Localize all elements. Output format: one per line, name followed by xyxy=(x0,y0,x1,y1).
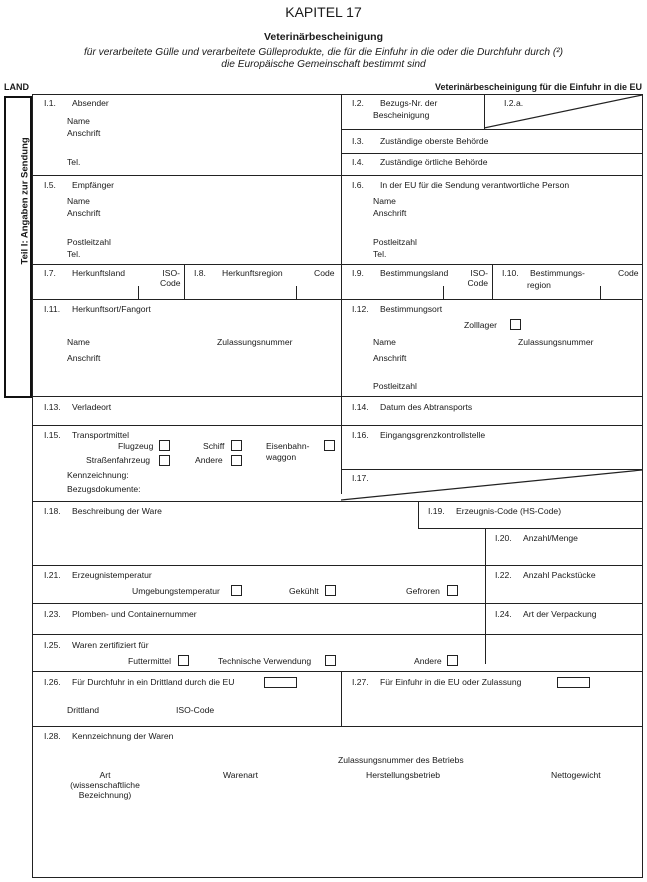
iso-code-label xyxy=(467,268,488,288)
sender-tel-label: Tel. xyxy=(67,157,81,167)
temp-chilled-label: Gekühlt xyxy=(289,586,319,596)
field-i3[interactable] xyxy=(352,136,488,146)
transport-ship-checkbox[interactable] xyxy=(231,440,242,451)
destination-name-label: Name xyxy=(373,337,396,347)
responsible-postcode-label: Postleitzahl xyxy=(373,237,417,247)
use-technical-checkbox[interactable] xyxy=(325,655,336,666)
column-species-line1: Art xyxy=(99,770,111,780)
origin-address-label: Anschrift xyxy=(67,353,101,363)
field-i26[interactable] xyxy=(44,677,234,687)
iso-code-line2: Code xyxy=(160,278,181,288)
transport-ship-label: Schiff xyxy=(203,441,225,451)
field-label: Waren zertifiziert für xyxy=(72,640,149,650)
field-i16[interactable] xyxy=(352,430,485,440)
plant-approval-header: Zulassungsnummer des Betriebs xyxy=(338,755,464,765)
field-number: I.23. xyxy=(44,609,61,619)
divider xyxy=(341,94,342,494)
field-label-line2: Bescheinigung xyxy=(373,110,430,120)
tick-mark xyxy=(138,286,139,299)
field-number: I.18. xyxy=(44,506,61,516)
field-label: Absender xyxy=(72,98,109,108)
use-other-checkbox[interactable] xyxy=(447,655,458,666)
field-number: I.9. xyxy=(352,268,364,278)
field-i28[interactable] xyxy=(44,731,173,741)
field-label-line1: Bestimmungs- xyxy=(530,268,585,278)
field-number: I.2. xyxy=(352,98,364,108)
column-goods-type: Warenart xyxy=(223,770,259,780)
transport-plane-checkbox[interactable] xyxy=(159,440,170,451)
sender-name-label: Name xyxy=(67,116,90,126)
divider xyxy=(418,501,419,528)
field-label: Verladeort xyxy=(72,402,112,412)
field-i9[interactable] xyxy=(352,268,448,278)
column-plant: Herstellungsbetrieb xyxy=(366,770,441,780)
field-label: Plomben- und Containernummer xyxy=(72,609,197,619)
field-i8[interactable] xyxy=(194,268,283,278)
certificate-title: Veterinärbescheinigung xyxy=(263,31,384,43)
field-number: I.27. xyxy=(352,677,369,687)
transport-rail-label-line1: Eisenbahn- xyxy=(266,441,310,451)
origin-approval-label: Zulassungsnummer xyxy=(217,337,293,347)
divider xyxy=(485,528,486,664)
transport-rail-checkbox[interactable] xyxy=(324,440,335,451)
temp-chilled-checkbox[interactable] xyxy=(325,585,336,596)
field-number: I.5. xyxy=(44,180,56,190)
destination-address-label: Anschrift xyxy=(373,353,407,363)
description-line-2: die Europäische Gemeinschaft bestimmt sind xyxy=(221,59,426,70)
field-i14[interactable] xyxy=(352,402,472,412)
transport-other-label: Andere xyxy=(195,455,223,465)
field-label: Eingangsgrenzkontrollstelle xyxy=(380,430,486,440)
field-i21[interactable] xyxy=(44,570,152,580)
field-number: I.28. xyxy=(44,731,61,741)
field-i13[interactable] xyxy=(44,402,111,412)
field-i22[interactable] xyxy=(495,570,596,580)
destination-postcode-label: Postleitzahl xyxy=(373,381,417,391)
sender-address-label: Anschrift xyxy=(67,128,101,138)
certificate-description xyxy=(0,47,647,71)
field-number: I.22. xyxy=(495,570,512,580)
transport-rail-label-line2: waggon xyxy=(266,452,297,462)
divider xyxy=(341,129,643,130)
divider xyxy=(32,396,643,397)
field-i7[interactable] xyxy=(44,268,125,278)
field-i19[interactable] xyxy=(428,506,561,516)
divider xyxy=(32,634,643,635)
temp-ambient-checkbox[interactable] xyxy=(231,585,242,596)
identification-label: Kennzeichnung: xyxy=(67,470,129,480)
field-number: I.10. xyxy=(502,268,519,278)
tick-mark xyxy=(600,286,601,299)
region-code-label: Code xyxy=(618,268,639,278)
divider xyxy=(418,528,643,529)
field-number: I.6. xyxy=(352,180,364,190)
iso-code-line1: ISO- xyxy=(162,268,180,278)
field-number: I.12. xyxy=(352,304,369,314)
field-label: Herkunftsregion xyxy=(222,268,283,278)
field-number: I.1. xyxy=(44,98,56,108)
field-i20[interactable] xyxy=(495,533,578,543)
field-i12[interactable] xyxy=(352,304,442,314)
temp-frozen-label: Gefroren xyxy=(406,586,440,596)
description-line-1: für verarbeitete Gülle und verarbeitete Gülleprodukte, die für die Einfuhr in die oder die Durchfuhr durch (²) xyxy=(83,47,564,58)
field-i4[interactable] xyxy=(352,157,488,167)
field-number: I.21. xyxy=(44,570,61,580)
customs-warehouse-label: Zolllager xyxy=(464,320,497,330)
field-label: Art der Verpackung xyxy=(523,609,597,619)
field-i2[interactable] xyxy=(352,98,437,108)
use-feed-label: Futtermittel xyxy=(128,656,171,666)
field-number: I.7. xyxy=(44,268,56,278)
responsible-address-label: Anschrift xyxy=(373,208,407,218)
field-i1[interactable] xyxy=(44,98,109,108)
tick-mark xyxy=(296,286,297,299)
transport-plane-label: Flugzeug xyxy=(118,441,154,451)
divider xyxy=(184,264,185,299)
responsible-name-label: Name xyxy=(373,196,396,206)
field-label: Herkunftsland xyxy=(72,268,126,278)
divider xyxy=(32,565,643,566)
divider xyxy=(341,153,643,154)
responsible-tel-label: Tel. xyxy=(373,249,387,259)
divider xyxy=(32,501,643,502)
field-number: I.14. xyxy=(352,402,369,412)
field-number: I.13. xyxy=(44,402,61,412)
field-i11[interactable] xyxy=(44,304,151,314)
certificate-type-label: Veterinärbescheinigung für die Einfuhr in die EU xyxy=(434,82,642,92)
iso-code-line1: ISO- xyxy=(470,268,488,278)
field-label: Anzahl Packstücke xyxy=(523,570,596,580)
field-i25[interactable] xyxy=(44,640,149,650)
iso-code-label xyxy=(160,268,180,288)
field-i23[interactable] xyxy=(44,609,197,619)
divider xyxy=(32,425,643,426)
part-one-sidebar xyxy=(4,96,32,398)
field-number: I.19. xyxy=(428,506,445,516)
column-species-line2: (wissenschaftliche xyxy=(70,780,140,790)
part-one-label: Teil I: Angaben zur Sendung xyxy=(19,137,31,265)
transport-road-label: Straßenfahrzeug xyxy=(86,455,151,465)
field-number: I.15. xyxy=(44,430,61,440)
country-label: LAND xyxy=(4,82,29,92)
column-net-weight: Nettogewicht xyxy=(551,770,601,780)
field-label: Kennzeichnung der Waren xyxy=(72,731,174,741)
consignee-name-label: Name xyxy=(67,196,90,206)
field-i18[interactable] xyxy=(44,506,162,516)
field-label: Erzeugnistemperatur xyxy=(72,570,152,580)
field-label: Zuständige örtliche Behörde xyxy=(380,157,488,167)
third-country-label: Drittland xyxy=(67,705,99,715)
field-label: Empfänger xyxy=(72,180,115,190)
transport-other-checkbox[interactable] xyxy=(231,455,242,466)
field-number: I.25. xyxy=(44,640,61,650)
field-number: I.16. xyxy=(352,430,369,440)
divider xyxy=(492,264,493,299)
field-label: Beschreibung der Ware xyxy=(72,506,162,516)
divider xyxy=(32,175,643,176)
consignee-postcode-label: Postleitzahl xyxy=(67,237,111,247)
field-i6[interactable] xyxy=(352,180,569,190)
divider xyxy=(32,726,643,727)
i17-diagonal xyxy=(341,469,643,501)
column-species-line3: Bezeichnung) xyxy=(78,790,132,800)
field-label: Herkunftsort/Fangort xyxy=(72,304,151,314)
field-number: I.4. xyxy=(352,157,364,167)
field-i5[interactable] xyxy=(44,180,114,190)
consignee-tel-label: Tel. xyxy=(67,249,81,259)
field-i2a[interactable]: I.2.a. xyxy=(504,98,524,108)
field-label: Zuständige oberste Behörde xyxy=(380,136,489,146)
iso-code-line2: Code xyxy=(467,278,488,288)
field-label: Bestimmungsort xyxy=(380,304,443,314)
field-i17[interactable]: I.17. xyxy=(352,473,369,483)
chapter-heading: KAPITEL 17 xyxy=(285,4,362,20)
field-label: Für Einfuhr in die EU oder Zulassung xyxy=(380,677,522,687)
field-label: In der EU für die Sendung verantwortliche Person xyxy=(380,180,570,190)
field-label: Für Durchfuhr in ein Drittland durch die EU xyxy=(72,677,235,687)
transport-road-checkbox[interactable] xyxy=(159,455,170,466)
field-number: I.11. xyxy=(44,304,61,314)
import-checkbox[interactable] xyxy=(557,677,590,688)
use-other-label: Andere xyxy=(414,656,442,666)
tick-mark xyxy=(443,286,444,299)
field-i15[interactable] xyxy=(44,430,129,440)
field-label: Transportmittel xyxy=(72,430,129,440)
field-number: I.24. xyxy=(495,609,512,619)
column-species xyxy=(50,770,160,800)
field-label: Bestimmungsland xyxy=(380,268,449,278)
transit-checkbox[interactable] xyxy=(264,677,297,688)
field-label-line1: Bezugs-Nr. der xyxy=(380,98,438,108)
field-i27[interactable] xyxy=(352,677,521,687)
temp-frozen-checkbox[interactable] xyxy=(447,585,458,596)
field-label: Anzahl/Menge xyxy=(523,533,578,543)
field-label-line2: region xyxy=(527,280,551,290)
field-i10[interactable] xyxy=(502,268,585,278)
use-feed-checkbox[interactable] xyxy=(178,655,189,666)
field-label: Erzeugnis-Code (HS-Code) xyxy=(456,506,562,516)
divider xyxy=(32,671,643,672)
divider xyxy=(32,299,643,300)
destination-approval-label: Zulassungsnummer xyxy=(518,337,594,347)
divider xyxy=(32,603,643,604)
field-number: I.20. xyxy=(495,533,512,543)
consignee-address-label: Anschrift xyxy=(67,208,101,218)
origin-name-label: Name xyxy=(67,337,90,347)
customs-warehouse-checkbox[interactable] xyxy=(510,319,521,330)
field-i24[interactable] xyxy=(495,609,597,619)
region-code-label: Code xyxy=(314,268,335,278)
use-technical-label: Technische Verwendung xyxy=(218,656,312,666)
iso-code-label: ISO-Code xyxy=(176,705,215,715)
field-number: I.26. xyxy=(44,677,61,687)
divider xyxy=(341,671,342,726)
temp-ambient-label: Umgebungstemperatur xyxy=(132,586,220,596)
divider xyxy=(32,264,643,265)
documents-label: Bezugsdokumente: xyxy=(67,484,141,494)
field-number: I.8. xyxy=(194,268,206,278)
field-number: I.3. xyxy=(352,136,364,146)
field-label: Datum des Abtransports xyxy=(380,402,473,412)
